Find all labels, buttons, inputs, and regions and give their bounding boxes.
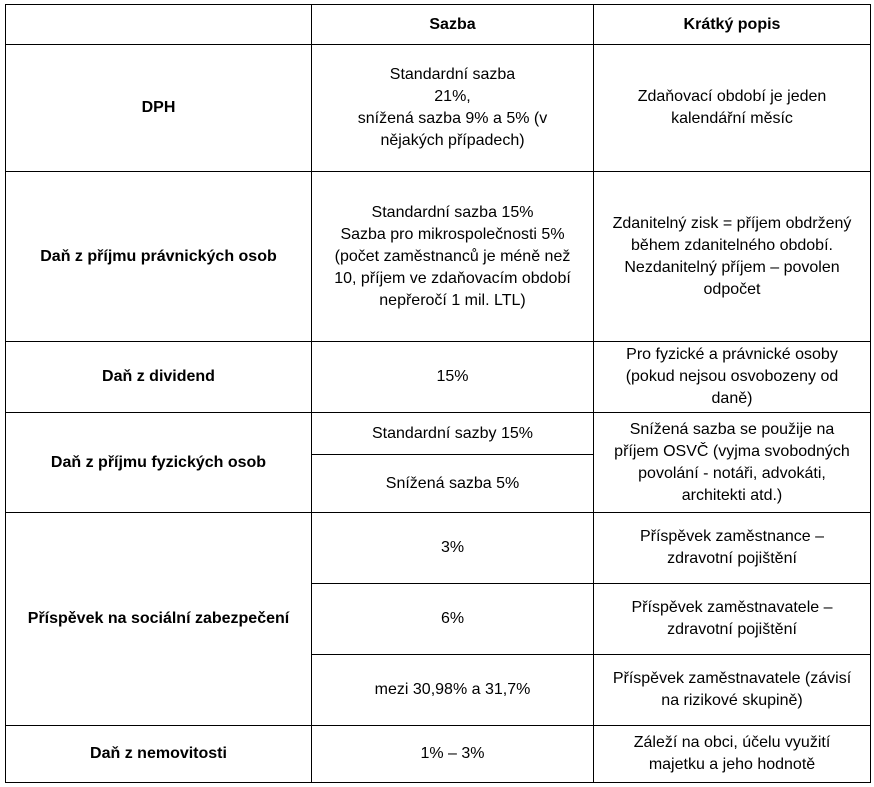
header-description: Krátký popis [594,5,871,45]
desc-social-3: Příspěvek zaměstnavatele (závisí na rizikové skupině) [594,655,871,726]
header-rate: Sazba [312,5,594,45]
row-name-corporate: Daň z příjmu právnických osob [6,172,312,342]
desc-property: Záleží na obci, účelu využití majetku a jeho hodnotě [594,726,871,783]
desc-social-1: Příspěvek zaměstnance – zdravotní pojištění [594,513,871,584]
rate-dph: Standardní sazba 21%, snížená sazba 9% a 5% (v nějakých případech) [312,45,594,172]
rate-personal-reduced: Snížená sazba 5% [312,455,594,513]
table-row-property [6,726,871,783]
row-name-dividend: Daň z dividend [6,342,312,413]
row-name-social: Příspěvek na sociální zabezpečení [6,513,312,726]
table-row-personal-1 [6,413,871,455]
desc-social-2: Příspěvek zaměstnavatele – zdravotní pojištění [594,584,871,655]
desc-corporate: Zdanitelný zisk = příjem obdržený během zdanitelného období. Nezdanitelný příjem – povolen odpočet [594,172,871,342]
rate-social-2: 6% [312,584,594,655]
row-name-personal: Daň z příjmu fyzických osob [6,413,312,513]
rate-dividend: 15% [312,342,594,413]
desc-dph: Zdaňovací období je jeden kalendářní měsíc [594,45,871,172]
table-row-dph [6,45,871,172]
header-empty-cell [6,5,312,45]
table-row-corporate [6,172,871,342]
table-row-social-1 [6,513,871,584]
rate-property: 1% – 3% [312,726,594,783]
row-name-property: Daň z nemovitosti [6,726,312,783]
rate-personal-standard: Standardní sazby 15% [312,413,594,455]
rate-corporate: Standardní sazba 15% Sazba pro mikrospolečnosti 5% (počet zaměstnanců je méně než 10, příjem ve zdaňovacím období nepřeročí 1 mil. LTL) [312,172,594,342]
table-row-dividend [6,342,871,413]
rate-social-3: mezi 30,98% a 31,7% [312,655,594,726]
tax-table [5,4,871,783]
header-row [6,5,871,45]
desc-dividend: Pro fyzické a právnické osoby (pokud nejsou osvobozeny od daně) [594,342,871,413]
row-name-dph: DPH [6,45,312,172]
rate-social-1: 3% [312,513,594,584]
desc-personal: Snížená sazba se použije na příjem OSVČ (vyjma svobodných povolání - notáři, advokáti, architekti atd.) [594,413,871,513]
